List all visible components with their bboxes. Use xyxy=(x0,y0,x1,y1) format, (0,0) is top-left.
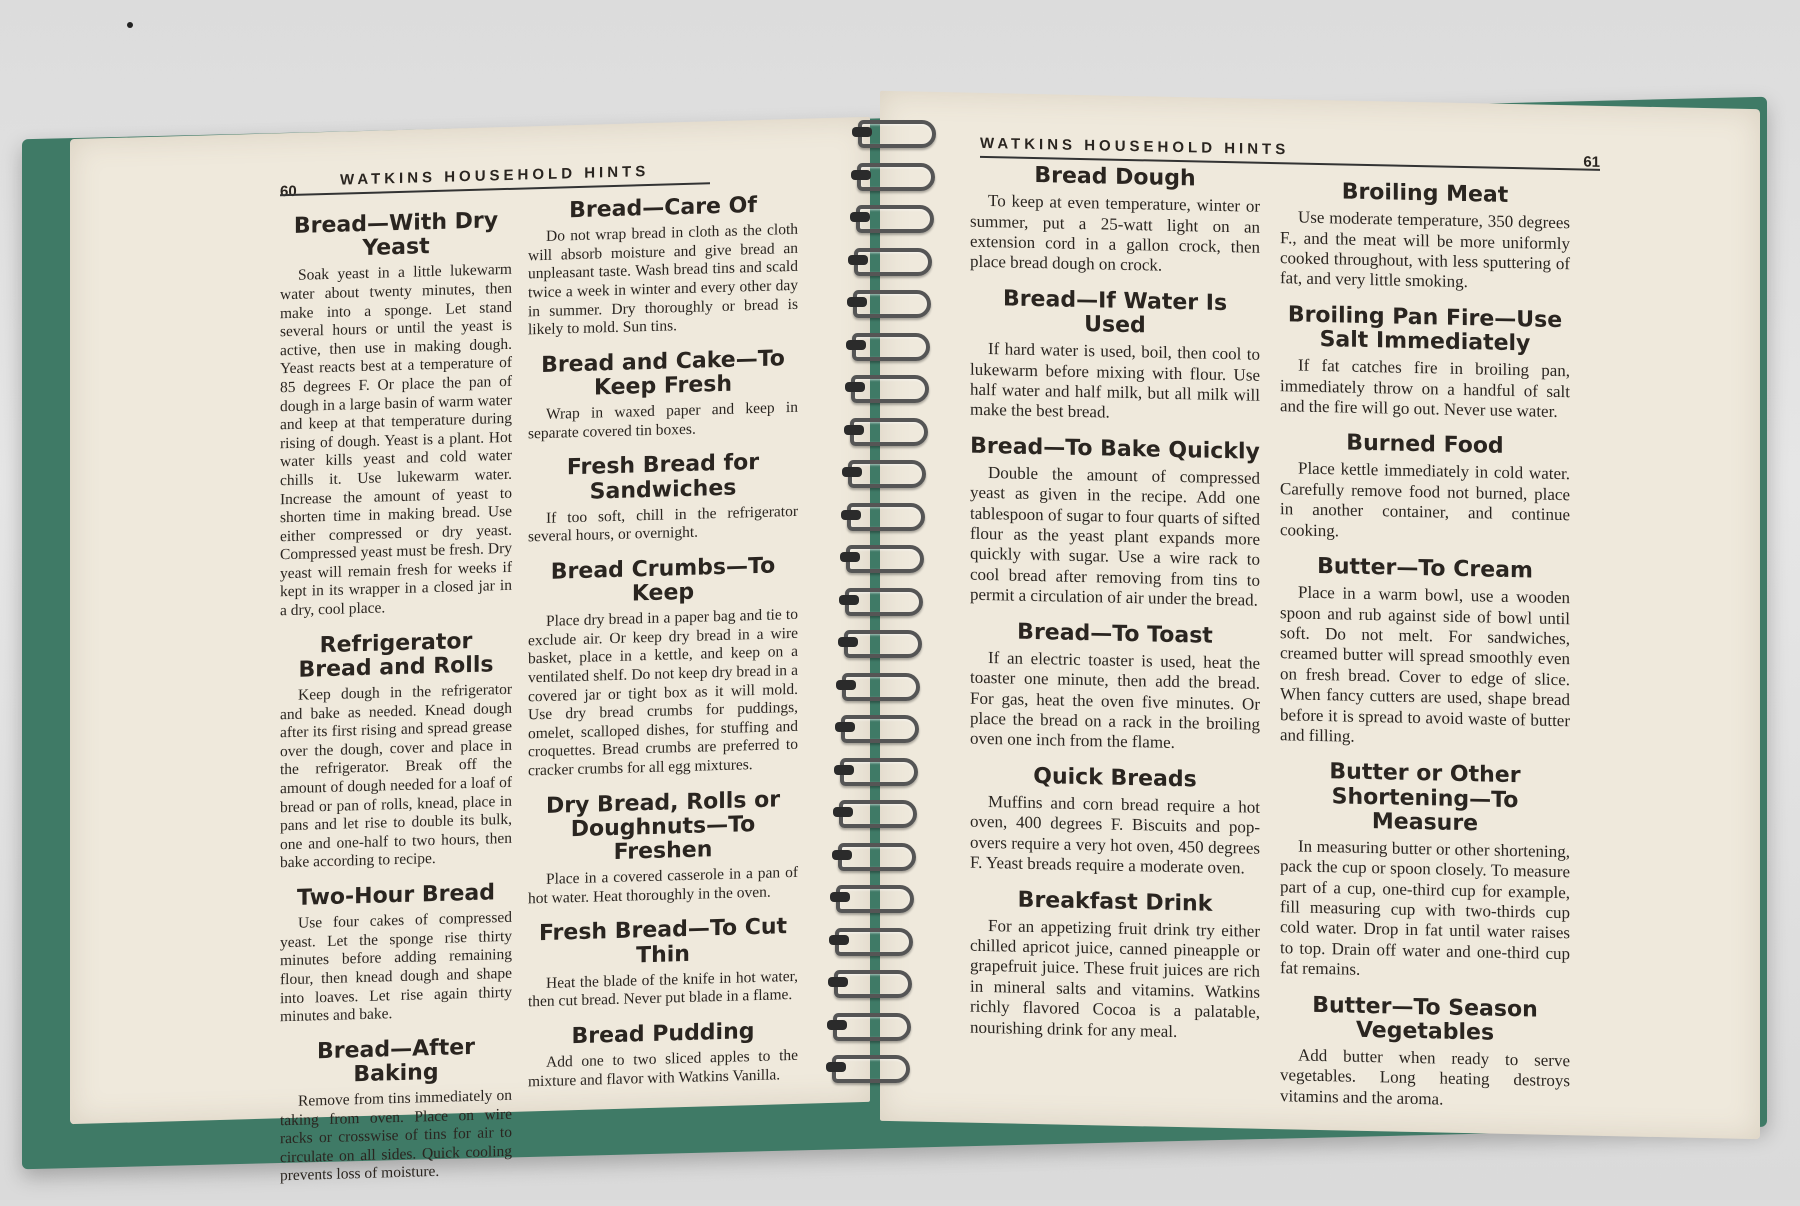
hint-section xyxy=(280,881,512,1027)
hint-text: If fat catches fire in broiling pan, immediately throw on a handful of salt and the fire will go out. Never use water. xyxy=(1280,355,1570,421)
spiral-ring xyxy=(840,758,918,786)
spiral-ring xyxy=(836,885,914,913)
spiral-ring xyxy=(832,1055,910,1083)
hint-title: Butter or Other Shortening—To Measure xyxy=(1329,759,1521,837)
hint-section xyxy=(970,763,1260,879)
spiral-ring xyxy=(847,503,925,531)
spiral-ring xyxy=(858,120,936,148)
hint-title: Breakfast Drink xyxy=(1017,887,1213,917)
hint-section xyxy=(528,554,798,781)
hint-text: Place in a warm bowl, use a wooden spoon and rub against side of bowl until soft. Do not melt. For sandwiches, creamed butter will spread smoothly even on fresh bread. Cover to edge of slice. When fancy cutters are used, shape bread before it is spread to avoid waste of butter and filling. xyxy=(1280,582,1570,746)
hint-text: Add butter when ready to serve vegetables. Long heating destroys vitamins and the aroma. xyxy=(1280,1045,1570,1109)
hint-text: Heat the blade of the knife in hot water, then cut bread. Never put blade in a flame. xyxy=(528,967,798,1011)
hint-title: Broiling Pan Fire—Use Salt Immediately xyxy=(1287,302,1563,357)
header-text: WATKINS HOUSEHOLD HINTS xyxy=(340,162,650,189)
hint-text: Add one to two sliced apples to the mixture and flavor with Watkins Vanilla. xyxy=(528,1046,798,1091)
hint-text: Use moderate temperature, 350 degrees F., and the meat will be more uniformly cooked throughout, with less sputtering of fat, and very little smoking. xyxy=(1280,207,1570,292)
header-text: WATKINS HOUSEHOLD HINTS xyxy=(980,134,1290,159)
hint-title: Fresh Bread—To Cut Thin xyxy=(538,914,788,968)
hint-section xyxy=(528,347,798,444)
spiral-binding xyxy=(840,120,940,1100)
hint-text: If too soft, chill in the refrigerator several hours, or overnight. xyxy=(528,502,798,546)
hint-section xyxy=(280,209,512,621)
spiral-ring xyxy=(842,673,920,701)
right-page xyxy=(880,91,1760,1139)
hint-title: Bread—After Baking xyxy=(316,1034,476,1088)
hint-text: Soak yeast in a little lukewarm water about twenty minutes, then make into a sponge. Let stand several hours or until the yeast is active, then use in making dough. Yeast reacts best at a temperature of 85 degrees F. Or place the pan of dough in a large basin of warm water and keep at that temperature during rising of dough. Yeast is a plant. Hot water kills yeast and cold water chills it. Use lukewarm water. Increase the amount of yeast to shorten time in making bread. Use either compressed or dry yeast. Compressed yeast must be fresh. Dry yeast will remain fresh for weeks if kept in its wrapper in a closed jar in a dry, cool place. xyxy=(280,261,512,620)
hint-title: Bread Crumbs—To Keep xyxy=(550,553,776,607)
hint-text: If an electric toaster is used, heat the toaster one minute, then add the bread. For gas, heat the oven five minutes. Or place the bread on a rack in the broiling oven one inch from the flame. xyxy=(970,647,1260,753)
hint-text: To keep at even temperature, winter or summer, put a 25-watt light on an extension cord in a gallon crock, then place bread dough on crock. xyxy=(970,191,1260,276)
hint-section xyxy=(970,887,1260,1044)
hint-text: Place kettle immediately in cold water. Carefully remove food not burned, place in another container, and continue cooking. xyxy=(1280,459,1570,541)
spiral-ring xyxy=(838,843,916,871)
spiral-ring xyxy=(844,630,922,658)
spiral-ring xyxy=(848,460,926,488)
hint-title: Bread—To Bake Quickly xyxy=(970,433,1260,465)
hint-title: Bread—Care Of xyxy=(569,192,757,224)
hint-text: Wrap in waxed paper and keep in separate covered tin boxes. xyxy=(528,398,798,443)
hint-title: Fresh Bread for Sandwiches xyxy=(566,450,760,505)
running-header xyxy=(280,161,710,196)
hint-section xyxy=(1280,430,1570,546)
spiral-ring xyxy=(857,163,935,191)
hint-title: Bread—With Dry Yeast xyxy=(293,208,499,262)
column-1 xyxy=(970,163,1260,1058)
hint-title: Butter—To Cream xyxy=(1317,553,1533,584)
spiral-ring xyxy=(846,545,924,573)
hint-text: Use four cakes of compressed yeast. Let the sponge rise thirty minutes before adding remaining flour, then knead dough and shape into loaves. Let rise again thirty minutes and bake. xyxy=(280,908,512,1026)
column-2 xyxy=(528,193,798,1106)
hint-title: Bread—If Water Is Used xyxy=(1002,286,1228,339)
spiral-ring xyxy=(853,290,931,318)
left-page xyxy=(70,117,870,1185)
hint-section xyxy=(970,163,1260,279)
page-number: 61 xyxy=(1583,153,1600,171)
hint-text: If hard water is used, boil, then cool to lukewarm before mixing with flour. Use half water and half milk, but all milk will make the best bread. xyxy=(970,339,1260,422)
hint-text: Do not wrap bread in cloth as the cloth will absorb moisture and give bread an unpleasant taste. Wash bread tins and scald twice a week in winter and every other day in summer. Dry thoroughly or bread is likely to mold. Sun tins. xyxy=(528,221,798,339)
hint-title: Bread and Cake—To Keep Fresh xyxy=(541,345,785,401)
spiral-ring xyxy=(850,418,928,446)
hint-section xyxy=(528,787,798,908)
hint-title: Butter—To Season Vegetables xyxy=(1312,992,1538,1046)
hint-section xyxy=(528,915,798,1012)
hint-section xyxy=(528,193,798,340)
hint-section xyxy=(1280,303,1570,423)
hint-section xyxy=(280,628,512,873)
column-1 xyxy=(280,209,512,1201)
hint-text: Place in a covered casserole in a pan of hot water. Heat thoroughly in the oven. xyxy=(528,863,798,908)
hint-title: Bread Pudding xyxy=(571,1018,755,1050)
spiral-ring xyxy=(851,375,929,403)
hint-title: Broiling Meat xyxy=(1341,179,1509,208)
hint-section xyxy=(280,1035,512,1187)
hint-section xyxy=(970,619,1260,755)
hint-text: Muffins and corn bread require a hot oven, 400 degrees F. Biscuits and pop-overs require a very hot oven, 450 degrees F. Yeast breads require a moderate oven. xyxy=(970,791,1260,878)
hint-title: Refrigerator Bread and Rolls xyxy=(298,628,494,683)
spiral-ring xyxy=(845,588,923,616)
hint-title: Dry Bread, Rolls or Doughnuts—To Freshen xyxy=(545,786,781,865)
hint-text: For an appetizing fruit drink try either chilled apricot juice, canned pineapple or grapefruit juice. These fruit juices are rich in mineral salts and vitamins. Watkins richly flavored Cocoa is a palatable, nourishing drink for any meal. xyxy=(970,915,1260,1041)
hint-title: Bread—To Toast xyxy=(1017,619,1213,649)
hint-section xyxy=(528,450,798,547)
table-speck xyxy=(127,22,133,28)
hint-text: Remove from tins immediately on taking from oven. Place on wire racks or crosswise of tins for air to circulate on all sides. Quick cooling prevents loss of moisture. xyxy=(280,1086,512,1185)
hint-title: Two-Hour Bread xyxy=(297,880,495,911)
spiral-ring xyxy=(856,205,934,233)
hint-section xyxy=(970,434,1260,611)
hint-section xyxy=(1280,179,1570,295)
hint-text: Double the amount of compressed yeast as given in the recipe. Add one tablespoon of sugar to four quarts of sifted flour as the yeast plant expands more quickly with sugar. Use a wire rack to cool bread after removing from tins to permit a circulation of air under the bread. xyxy=(970,462,1260,610)
hint-title: Quick Breads xyxy=(1033,763,1197,793)
spiral-ring xyxy=(852,333,930,361)
hint-title: Burned Food xyxy=(1346,430,1504,460)
hint-title: Bread Dough xyxy=(1034,163,1196,192)
hint-section xyxy=(528,1019,798,1092)
hint-section xyxy=(1280,554,1570,751)
hint-text: Place dry bread in a paper bag and tie to exclude air. Or keep dry bread in a wire basket, place in a kettle, and keep on a ventilated shelf. Do not keep dry bread in a covered jar or tight box as it will mold. Use dry bread crumbs for puddings, omelet, scalloped dishes, for stuffing and croquettes. Bread crumbs are preferred to cracker crumbs for all egg mixtures. xyxy=(528,606,798,780)
hint-section xyxy=(970,286,1260,426)
hint-section xyxy=(1280,993,1570,1113)
spiral-ring xyxy=(835,928,913,956)
hint-text: In measuring butter or other shortening, pack the cup or spoon closely. To measure part of a cup, one-third cup for example, fill measuring cup with two-thirds cup cold water. Drop in fat until water raises to top. Drain off water and one-third cup fat remains. xyxy=(1280,836,1570,980)
page-number: 60 xyxy=(280,182,297,201)
hint-text: Keep dough in the refrigerator and bake as needed. Knead dough after its first rising and spread grease over the dough, cover and place in the refrigerator. Break off the amount of dough needed for a loaf of bread or pan of rolls, knead, place in pans and let rise to double its bulk, one and one-half to two hours, then bake according to recipe. xyxy=(280,680,512,872)
spiral-ring xyxy=(854,248,932,276)
hint-section xyxy=(1280,760,1570,985)
spiral-ring xyxy=(839,800,917,828)
spiral-ring xyxy=(833,1013,911,1041)
column-2 xyxy=(1280,179,1570,1126)
spiral-ring xyxy=(834,970,912,998)
spiral-ring xyxy=(841,715,919,743)
